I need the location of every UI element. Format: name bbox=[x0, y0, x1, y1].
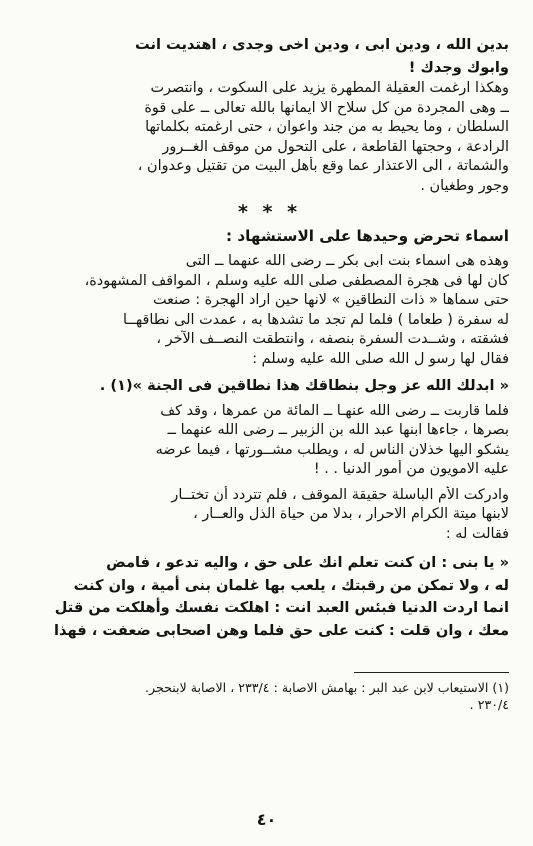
text-line: له سفرة ( طعاما ) فلما لم تجد ما تشدها به ، عمدت الى نطاقهــا bbox=[123, 311, 509, 328]
footnote bbox=[30, 679, 509, 713]
text-line: وجور وطغيان . bbox=[420, 177, 509, 194]
paragraph-mother bbox=[30, 486, 509, 545]
text-line: ــ وهى المجردة من كل سلاح الا ايمانها بالله تعالى ــ على قوة bbox=[144, 99, 509, 116]
text-line: له ، ولا تمكن من رقبتك ، يلعب بها غلمان بنى أمية ، وان كنت bbox=[73, 576, 509, 594]
paragraph-yazid bbox=[30, 79, 509, 196]
text-line: والشماتة ، الى الاعتذار عما وقع بأهل البيت من تقتيل وعدوان ، bbox=[137, 158, 509, 174]
text-line: يشكو اليها خذلان الناس له ، ويطلب مشــورتها ، فيما عرضه bbox=[155, 441, 509, 458]
text-line: فقال لها رسو ل الله صلى الله عليه وسلم : bbox=[252, 350, 509, 367]
text-line: بصرها ، جاءها ابنها عبد الله بن الزبير ــ رضى الله عنهما ــ bbox=[167, 422, 509, 438]
text-line: عليه الامويون من أمور الدنيا . . ! bbox=[313, 461, 509, 477]
footnote-line: ٢٣٠/٤ . bbox=[469, 697, 509, 712]
text-line: انما اردت الدنيا فبئس العبد انت : اهلكت نفسك وأهلكت من قتل bbox=[54, 599, 509, 616]
footnote-line: (١) الاستيعاب لابن عبد البر : بهامش الاصابة : ٢٣٣/٤ ، الاصابة لابنحجر. bbox=[145, 680, 509, 695]
footnote-divider bbox=[354, 672, 509, 673]
text-line: « ابدلك الله عز وجل بنطاقك هذا نطاقين فى الجنة »(١) . bbox=[99, 377, 509, 394]
text-line: كان لها فى هجرة المصطفى صلى الله عليه وسلم ، المواقف المشهودة، bbox=[84, 272, 509, 289]
text-line: الرادعة ، وحجتها القاطعة ، على التحول من موقف الغــرور bbox=[162, 138, 509, 155]
page-number: ٤٠ bbox=[256, 810, 277, 829]
text-line: فقالت له : bbox=[445, 525, 509, 542]
text-line: وابوك وجدك ! bbox=[408, 58, 509, 76]
paragraph-ibn-zubayr bbox=[30, 402, 509, 480]
opening-lines bbox=[30, 34, 509, 79]
text-line: بدين الله ، ودين ابى ، ودين اخى وجدى ، اهتديت انت bbox=[135, 36, 509, 53]
text-line: فلما قاربت ــ رضى الله عنهـا ــ المائة من عمرها ، وقد كف bbox=[160, 402, 509, 419]
text-line: فشقته ، وشــدت السفرة بنصفه ، وانتطقت النصــف الآخر ، bbox=[156, 331, 509, 347]
text-line: السلطان ، وما يحيط به من جند واعوان ، حتى ارغمته بكلماتها bbox=[145, 119, 509, 135]
section-separator: * * * bbox=[237, 201, 302, 223]
mother-speech bbox=[30, 552, 509, 642]
text-line: وهكذا ارغمت العقيلة المطهرة يزيد على السكوت ، وانتصرت bbox=[150, 80, 509, 96]
text-line: « يا بنى : ان كنت تعلم انك على حق ، واليه تدعو ، فامض bbox=[106, 554, 509, 571]
text-line: معك ، وان قلت : كنت على حق فلما وهن اصحابى ضعفت ، فهذا bbox=[54, 621, 509, 639]
text-line: لابنها ميتة الكرام الاحرار ، بدلا من حياة الذل والعــار ، bbox=[193, 506, 509, 522]
text-line: حتى سماها « ذات النطاقين » لانها حين اراد الهجرة : صنعت bbox=[153, 292, 509, 308]
section-heading: اسماء تحرض وحيدها على الاستشهاد : bbox=[226, 227, 509, 245]
hadith-quote bbox=[30, 375, 509, 398]
text-line: وهذه هى اسماء بنت ابى بكر ــ رضى الله عنهما ــ التى bbox=[185, 253, 509, 269]
paragraph-asma bbox=[30, 252, 509, 369]
text-line: وادركت الأم الباسلة حقيقة الموقف ، فلم تتردد أن تختــار bbox=[171, 486, 509, 503]
